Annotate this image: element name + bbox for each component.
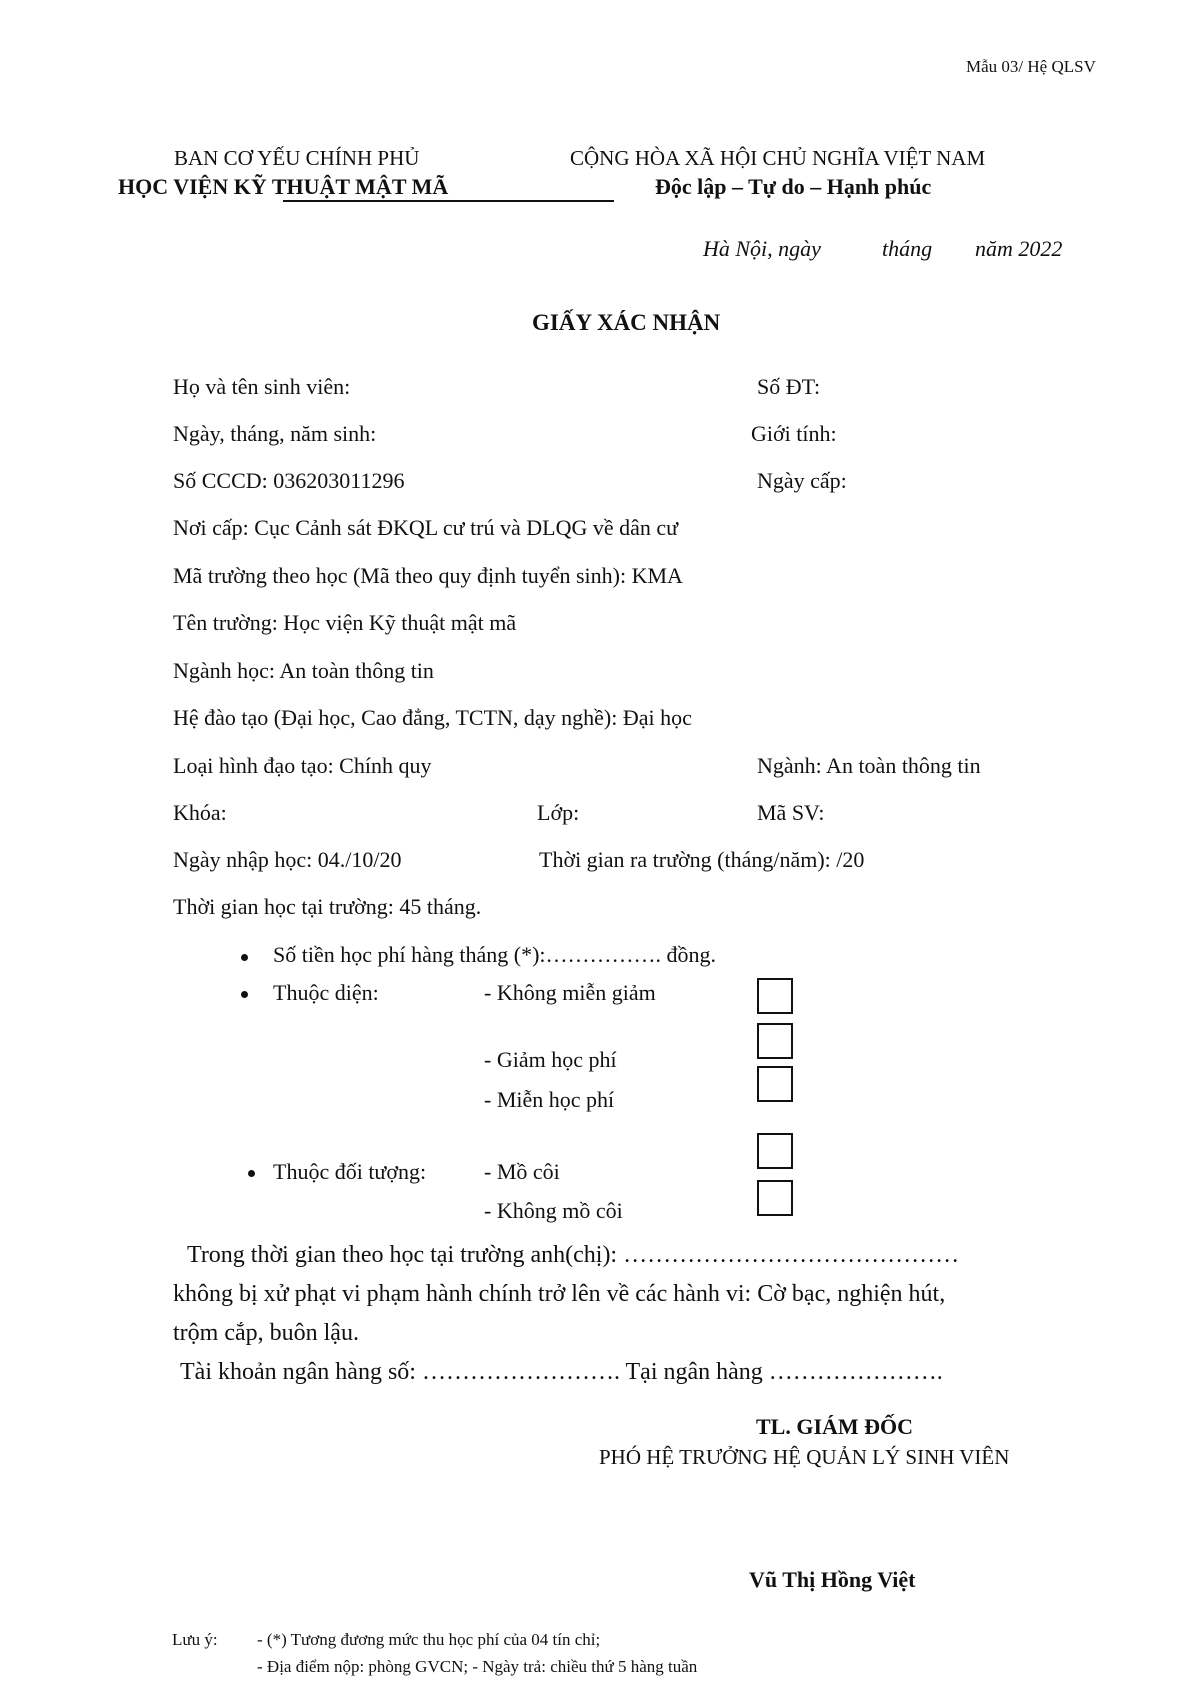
date-year: năm 2022 [975, 236, 1063, 261]
bullet-icon [248, 1170, 255, 1177]
checkbox-fee-exempt[interactable] [757, 1066, 793, 1102]
field-issue-date: Ngày cấp: [757, 468, 847, 493]
bullet-icon [241, 954, 248, 961]
monthly-fee: Số tiền học phí hàng tháng (*):……………. đồng. [273, 942, 717, 967]
category-option-reduced: - Giảm học phí [484, 1047, 617, 1072]
category-option-exempt: - Miễn học phí [484, 1087, 615, 1112]
field-major: Ngành học: An toàn thông tin [173, 658, 434, 683]
checkbox-no-reduction[interactable] [757, 978, 793, 1014]
field-dob: Ngày, tháng, năm sinh: [173, 421, 377, 446]
category-label: Thuộc diện: [273, 980, 379, 1005]
field-graduation-time: Thời gian ra trường (tháng/năm): /20 [539, 847, 865, 872]
field-phone: Số ĐT: [757, 374, 821, 399]
note-line-1: - (*) Tương đương mức thu học phí của 04 tín chỉ; [257, 1630, 601, 1649]
date-place-day: Hà Nội, ngày [703, 236, 821, 261]
nation-motto: Độc lập – Tự do – Hạnh phúc [655, 174, 932, 199]
field-student-id: Mã SV: [757, 800, 825, 825]
field-edu-system: Hệ đào tạo (Đại học, Cao đẳng, TCTN, dạy nghề): Đại học [173, 705, 692, 730]
institute-underline [283, 200, 614, 202]
statement-line-3: trộm cắp, buôn lậu. [173, 1320, 359, 1346]
signature-for: TL. GIÁM ĐỐC [756, 1414, 914, 1439]
institute-name: HỌC VIỆN KỸ THUẬT MẬT MÃ [118, 174, 449, 199]
field-course: Khóa: [173, 800, 227, 825]
statement-line-2: không bị xử phạt vi phạm hành chính trở lên về các hành vi: Cờ bạc, nghiện hút, [173, 1281, 946, 1307]
field-school-name: Tên trường: Học viện Kỹ thuật mật mã [173, 610, 517, 635]
field-school-code: Mã trường theo học (Mã theo quy định tuyển sinh): KMA [173, 563, 683, 588]
checkbox-orphan[interactable] [757, 1133, 793, 1169]
note-label: Lưu ý: [172, 1630, 218, 1649]
checkbox-not-orphan[interactable] [757, 1180, 793, 1216]
bullet-icon [241, 991, 248, 998]
field-study-duration: Thời gian học tại trường: 45 tháng. [173, 894, 482, 919]
nation-title: CỘNG HÒA XÃ HỘI CHỦ NGHĨA VIỆT NAM [570, 146, 986, 170]
field-issue-place: Nơi cấp: Cục Cảnh sát ĐKQL cư trú và DLQG về dân cư [173, 515, 679, 540]
signer-name: Vũ Thị Hồng Việt [749, 1567, 916, 1592]
statement-line-1: Trong thời gian theo học tại trường anh(chị): …………………………………… [187, 1242, 960, 1268]
subject-option-orphan: - Mồ côi [484, 1159, 560, 1184]
field-class: Lớp: [537, 800, 580, 825]
subject-label: Thuộc đối tượng: [273, 1159, 427, 1184]
subject-option-not-orphan: - Không mồ côi [484, 1198, 623, 1223]
date-month: tháng [882, 236, 933, 261]
field-id-number: Số CCCD: 036203011296 [173, 468, 405, 493]
field-full-name: Họ và tên sinh viên: [173, 374, 351, 399]
checkbox-reduced-fee[interactable] [757, 1023, 793, 1059]
field-training-type: Loại hình đạo tạo: Chính quy [173, 753, 432, 778]
form-code: Mẫu 03/ Hệ QLSV [966, 57, 1096, 76]
note-line-2: - Địa điểm nộp: phòng GVCN; - Ngày trả: chiều thứ 5 hàng tuần [257, 1657, 698, 1676]
field-major-2: Ngành: An toàn thông tin [757, 753, 981, 778]
document-title: GIẤY XÁC NHẬN [532, 310, 721, 335]
field-gender: Giới tính: [751, 421, 837, 446]
field-enroll-date: Ngày nhập học: 04./10/20 [173, 847, 402, 872]
category-option-none: - Không miễn giảm [484, 980, 656, 1005]
signature-position: PHÓ HỆ TRƯỞNG HỆ QUẢN LÝ SINH VIÊN [599, 1445, 1010, 1469]
agency-name: BAN CƠ YẾU CHÍNH PHỦ [174, 146, 420, 170]
bank-account-line: Tài khoản ngân hàng số: ……………………. Tại ngân hàng …………………. [180, 1359, 943, 1385]
